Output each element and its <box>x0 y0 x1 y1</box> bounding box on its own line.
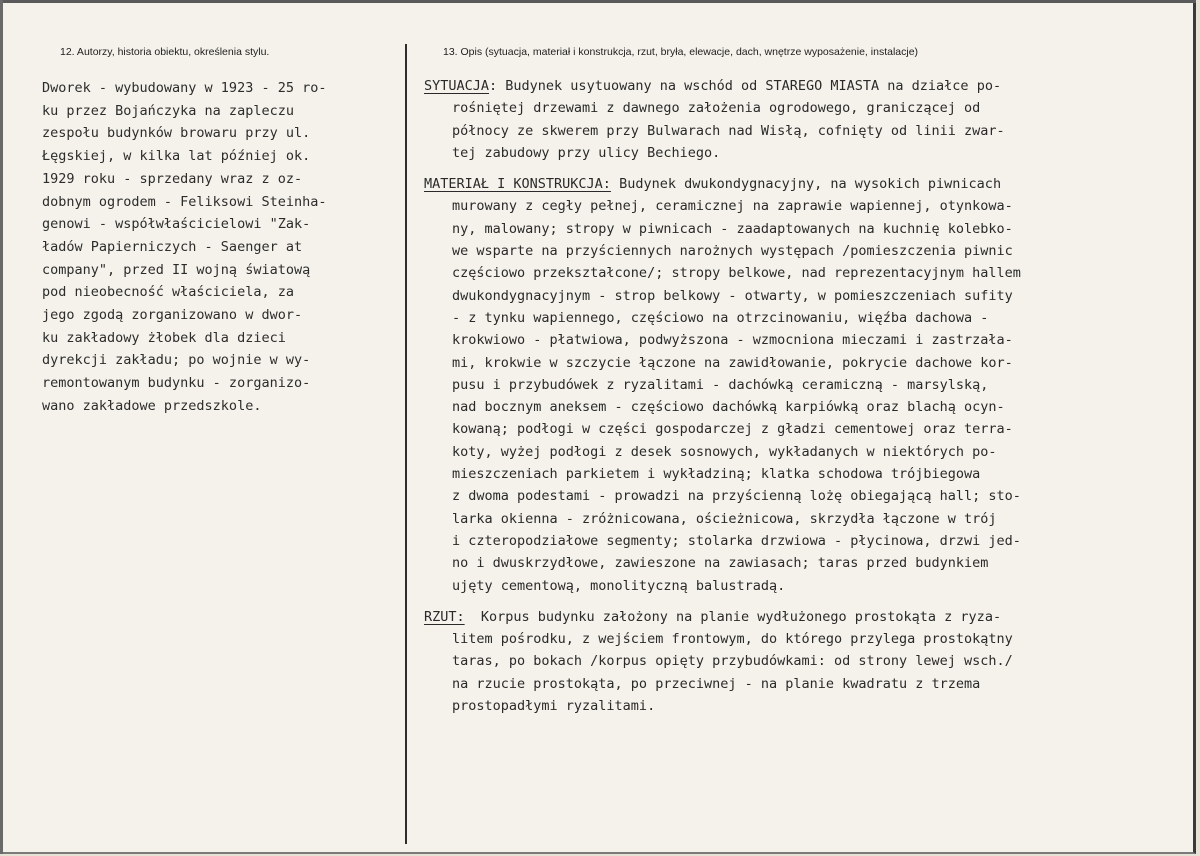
text-line: we wsparte na przyściennych narożnych występach /pomieszczenia piwnic <box>452 243 1013 260</box>
text-line: i czteropodziałowe segmenty; stolarka drzwiowa - płycinowa, drzwi jed- <box>452 532 1021 549</box>
text-line: z dwoma podestami - prowadzi na przyścienną lożę obiegającą hall; sto- <box>452 488 1021 505</box>
text-line: larka okienna - zróżnicowana, ościeżnicowa, skrzydła łączone w trój <box>452 510 997 527</box>
text-line: no i dwuskrzydłowe, zawieszone na zawiasach; taras przed budynkiem <box>452 555 989 572</box>
text-line: genowi - współwłaścicielowi "Zak- <box>42 216 311 233</box>
text-line: - z tynku wapiennego, częściowo na otrzcinowaniu, więźba dachowa - <box>452 309 989 326</box>
situation-label: SYTUACJA <box>424 78 490 94</box>
text-line: częściowo przekształcone/; stropy belkowe, nad reprezentacyjnym hallem <box>452 265 1021 282</box>
text-line: ładów Papierniczych - Saenger at <box>42 238 303 255</box>
section-first-line <box>424 75 1184 97</box>
text-line: Łęgskiej, w kilka lat później ok. <box>42 148 311 165</box>
text-line: północy ze skwerem przy Bulwarach nad Wisłą, cofnięty od linii zwar- <box>452 122 1005 139</box>
situation-first-line: : Budynek usytuowany na wschód od STAREGO MIASTA na działce po- <box>489 78 1002 94</box>
description-text <box>424 75 1184 726</box>
text-line: litem pośrodku, z wejściem frontowym, do którego przylega prostokątny <box>452 631 1013 648</box>
text-line: mieszczeniach parkietem i wykładziną; klatka schodowa trójbiegowa <box>452 466 981 483</box>
text-line: mi, krokwie w szczycie łączone na zawidłowanie, pokrycie dachowe kor- <box>452 354 1013 371</box>
material-section <box>424 173 1184 597</box>
top-edge-rule <box>0 0 1196 3</box>
text-line: zespołu budynków browaru przy ul. <box>42 125 311 142</box>
situation-section <box>424 75 1184 164</box>
text-line: koty, wyżej podłogi z desek sosnowych, wykładanych w niektórych po- <box>452 443 997 460</box>
text-line: taras, po bokach /korpus opięty przybudówkami: od strony lewej wsch./ <box>452 653 1013 670</box>
text-line: prostopadłymi ryzalitami. <box>452 698 656 715</box>
text-line: rośniętej drzewami z dawnego założenia ogrodowego, graniczącej od <box>452 100 981 117</box>
text-line: 1929 roku - sprzedany wraz z oz- <box>42 170 303 187</box>
text-line: remontowanym budynku - zorganizo- <box>42 375 311 392</box>
left-edge-rule <box>0 0 3 854</box>
text-line: nad bocznym aneksem - częściowo dachówką karpiówką oraz blachą ocyn- <box>452 399 1005 416</box>
text-line: Dworek - wybudowany w 1923 - 25 ro- <box>42 80 327 96</box>
material-first-line: Budynek dwukondygnacyjny, na wysokich piwnicach <box>610 176 1002 193</box>
plan-section <box>424 606 1184 717</box>
section-first-line <box>424 173 1184 195</box>
section-first-line <box>424 606 1184 628</box>
text-line: na rzucie prostokąta, po przeciwnej - na planie kwadratu z trzema <box>452 675 981 692</box>
text-line: wano zakładowe przedszkole. <box>42 397 262 414</box>
text-line: ny, malowany; stropy w piwnicach - zaadaptowanych na kuchnię kolebko- <box>452 220 1013 237</box>
plan-first-line: Korpus budynku założony na planie wydłużonego prostokąta z ryza- <box>464 608 1002 625</box>
text-line: jego zgodą zorganizowano w dwor- <box>42 307 303 324</box>
history-text <box>42 77 402 418</box>
left-column-header: 12. Autorzy, historia obiektu, określenia stylu. <box>60 46 270 58</box>
text-line: kowaną; podłogi w części gospodarczej z gładzi cementowej oraz terra- <box>452 421 1013 438</box>
text-line: pod nieobecność właściciela, za <box>42 284 294 301</box>
text-line: dyrekcji zakładu; po wojnie w wy- <box>42 352 311 369</box>
text-line: dobnym ogrodem - Feliksowi Steinha- <box>42 193 327 210</box>
text-line: tej zabudowy przy ulicy Bechiego. <box>452 144 721 161</box>
text-line: ku zakładowy żłobek dla dzieci <box>42 329 286 346</box>
text-line: dwukondygnacyjnym - strop belkowy - otwarty, w pomieszczeniach sufity <box>452 287 1013 304</box>
right-column-header: 13. Opis (sytuacja, materiał i konstrukcja, rzut, bryła, elewacje, dach, wnętrze wyposażenie, instalacje) <box>443 46 919 58</box>
text-line: company", przed II wojną światową <box>42 261 311 278</box>
text-line: ujęty cementową, monolityczną balustradą. <box>452 577 786 594</box>
column-divider <box>405 44 407 844</box>
plan-label: RZUT: <box>424 608 465 625</box>
text-line: krokwiowo - płatwiowa, podwyższona - wzmocniona mieczami i zastrzała- <box>452 332 1013 349</box>
text-line: pusu i przybudówek z ryzalitami - dachówką ceramiczną - marsylską, <box>452 376 989 393</box>
text-line: murowany z cegły pełnej, ceramicznej na zaprawie wapiennej, otynkowa- <box>452 198 1013 215</box>
text-line: ku przez Bojańczyka na zapleczu <box>42 102 294 119</box>
material-label: MATERIAŁ I KONSTRUKCJA: <box>424 176 611 193</box>
